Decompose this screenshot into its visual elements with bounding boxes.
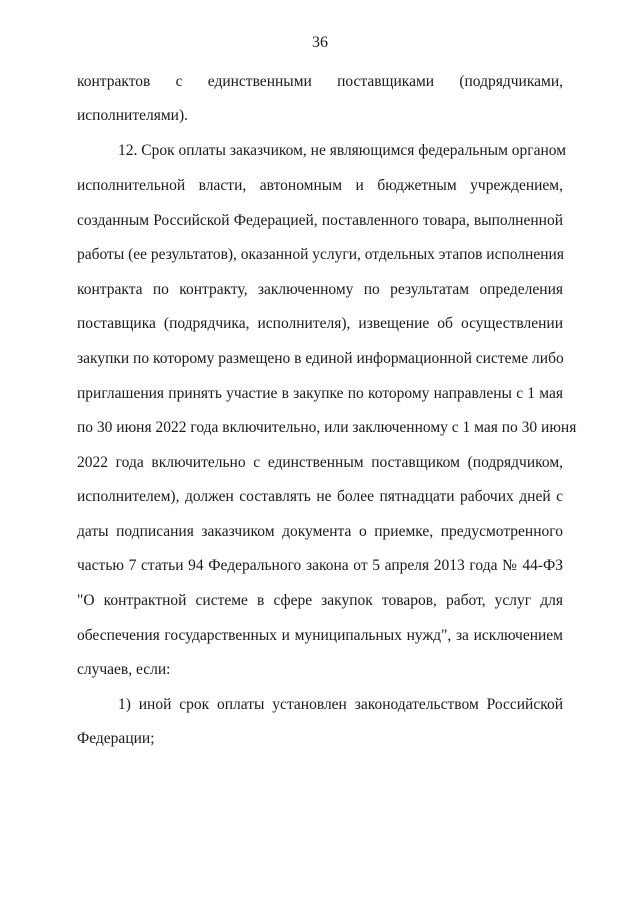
text-line: исполнителями).: [77, 107, 188, 124]
text-line: частью 7 статьи 94 Федерального закона от 5 апреля 2013 года № 44-ФЗ: [77, 557, 563, 574]
text-line: даты подписания заказчиком документа о приемке, предусмотренного: [77, 523, 563, 540]
text-line: случаев, если:: [77, 661, 171, 678]
text-line: "О контрактной системе в сфере закупок товаров, работ, услуг для: [77, 592, 563, 609]
text-line: контракта по контракту, заключенному по результатам определения: [77, 281, 563, 298]
list-item-1-start: 1) иной срок оплаты установлен законодательством Российской: [118, 696, 563, 713]
text-line: Федерации;: [77, 730, 155, 747]
text-line: работы (ее результатов), оказанной услуги, отдельных этапов исполнения: [77, 246, 564, 263]
text-line: по 30 июня 2022 года включительно, или заключенному с 1 мая по 30 июня: [77, 419, 577, 436]
text-line: созданным Российской Федерацией, поставленного товара, выполненной: [77, 212, 563, 229]
text-line: контрактов с единственными поставщиками (подрядчиками,: [77, 73, 563, 90]
text-line: приглашения принять участие в закупке по которому направлены с 1 мая: [77, 385, 563, 402]
page-number: 36: [312, 34, 328, 51]
paragraph-12-start: 12. Срок оплаты заказчиком, не являющимся федеральным органом: [118, 142, 567, 159]
text-line: исполнительной власти, автономным и бюджетным учреждением,: [77, 177, 563, 194]
text-line: исполнителем), должен составлять не более пятнадцати рабочих дней с: [77, 488, 563, 505]
text-line: 2022 года включительно с единственным поставщиком (подрядчиком,: [77, 454, 563, 471]
text-line: поставщика (подрядчика, исполнителя), извещение об осуществлении: [77, 315, 563, 332]
text-line: обеспечения государственных и муниципальных нужд", за исключением: [77, 627, 563, 644]
text-line: закупки по которому размещено в единой информационной системе либо: [77, 350, 564, 367]
